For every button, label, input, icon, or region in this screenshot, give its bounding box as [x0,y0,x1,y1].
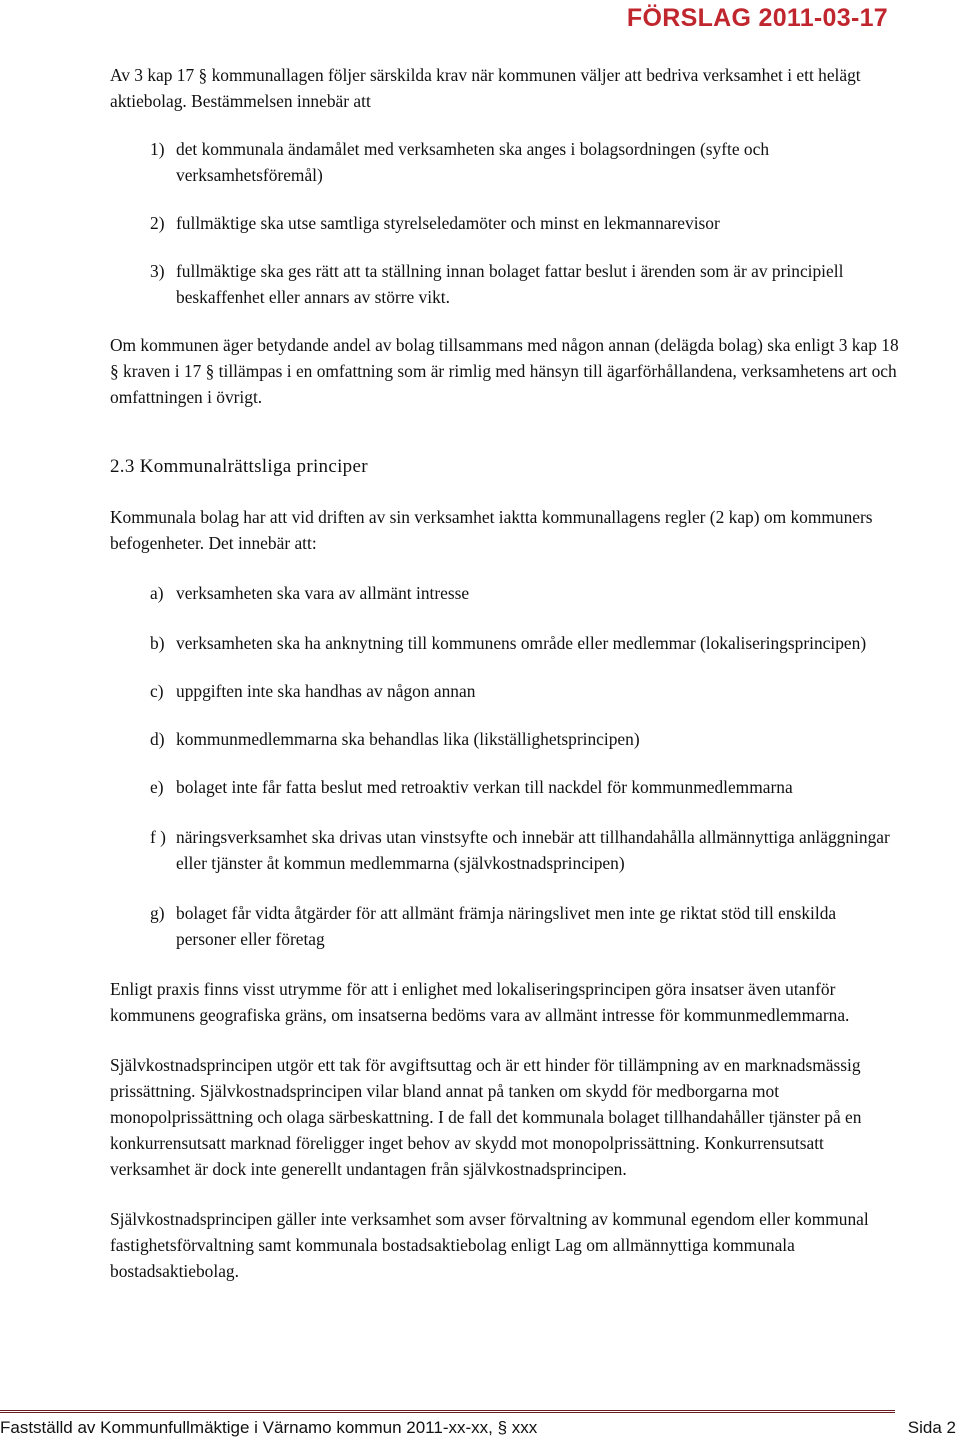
list-item-text: näringsverksamhet ska drivas utan vinstsyfte och innebär att tillhandahålla allmännyttiga anläggningar eller tjänster åt kommun medlemmarna (självkostnadsprincipen) [176,827,890,873]
page-number: Sida 2 [907,1418,956,1437]
list-marker: a) [150,583,164,603]
list-item [110,630,900,656]
list-item [110,726,900,752]
list-marker: d) [150,729,165,749]
document-body [110,62,900,1284]
list-item-text: kommunmedlemmarna ska behandlas lika (likställighetsprincipen) [176,729,640,749]
list-item-text: uppgiften inte ska handhas av någon annan [176,681,476,701]
section-heading: 2.3 Kommunalrättsliga principer [110,456,368,477]
list-marker: 2) [150,213,165,233]
list-item [110,136,900,188]
list-marker: c) [150,681,164,701]
paragraph-delagda-bolag: Om kommunen äger betydande andel av bolag tillsammans med någon annan (delägda bolag) ska enligt 3 kap 18 § kraven i 17 § tillämpas i en omfattning som är rimlig med hänsyn till ägarförhållandena, verksamhetens art och omfattningen i övrigt. [110,335,899,407]
list-item-text: fullmäktige ska utse samtliga styrelseledamöter och minst en lekmannarevisor [176,213,720,233]
list-item [110,210,900,236]
list-item [110,580,900,606]
paragraph-praxis: Enligt praxis finns visst utrymme för att i enlighet med lokaliseringsprincipen göra insatser även utanför kommunens geografiska gräns, om insatserna bedöms vara av allmänt intresse för kommunmedlemmarna. [110,979,850,1025]
list-item-text: det kommunala ändamålet med verksamheten ska anges i bolagsordningen (syfte och verksamhetsföremål) [176,139,770,185]
list-marker: f ) [150,827,166,847]
list-item [110,258,900,310]
intro-paragraph: Av 3 kap 17 § kommunallagen följer särskilda krav när kommunen väljer att bedriva verksamhet i ett helägt aktiebolag. Bestämmelsen innebär att [110,65,861,111]
list-marker: 1) [150,139,165,159]
list-item [110,774,900,800]
list-item-text: verksamheten ska vara av allmänt intresse [176,583,470,603]
paragraph-forvaltning: Självkostnadsprincipen gäller inte verksamhet som avser förvaltning av kommunal egendom eller kommunal fastighetsförvaltning samt kommunala bostadsaktiebolag enligt Lag om allmännyttiga kommunala bostadsaktiebolag. [110,1209,869,1281]
list-item-text: verksamheten ska ha anknytning till kommunens område eller medlemmar (lokaliseringsprincipen) [176,633,867,653]
footer-divider [0,1410,895,1413]
paragraph-principer: Kommunala bolag har att vid driften av sin verksamhet iaktta kommunallagens regler (2 kap) om kommuners befogenheter. Det innebär att: [110,507,873,553]
list-item-text: bolaget får vidta åtgärder för att allmänt främja näringslivet men inte ge riktat stöd till enskilda personer eller företag [176,903,837,949]
principles-list [110,580,900,952]
list-marker: b) [150,633,165,653]
list-marker: e) [150,777,164,797]
paragraph-sjalvkostnad: Självkostnadsprincipen utgör ett tak för avgiftsuttag och är ett hinder för tillämpning av en marknadsmässig prissättning. Självkostnadsprincipen vilar bland annat på tanken om skydd för medborgarna mot monopolprissättning och olaga särbeskattning. I de fall det kommunala bolaget tillhandahåller tjänster på en konkurrensutsatt marknad föreligger inget behov av skydd mot monopolprissättning. Konkurrensutsatt verksamhet är dock inte generellt undantagen från självkostnadsprincipen. [110,1055,862,1179]
requirements-list [110,136,900,310]
draft-stamp: FÖRSLAG 2011-03-17 [626,4,888,32]
list-item [110,824,900,876]
list-marker: 3) [150,261,165,281]
list-item-text: bolaget inte får fatta beslut med retroaktiv verkan till nackdel för kommunmedlemmarna [176,777,793,797]
list-item [110,900,900,952]
list-item-text: fullmäktige ska ges rätt att ta ställning innan bolaget fattar beslut i ärenden som är av principiell beskaffenhet eller annars av större vikt. [176,261,844,307]
footer-adoption-note: Fastställd av Kommunfullmäktige i Värnamo kommun 2011-xx-xx, § xxx [0,1418,538,1437]
list-marker: g) [150,903,165,923]
list-item [110,678,900,704]
